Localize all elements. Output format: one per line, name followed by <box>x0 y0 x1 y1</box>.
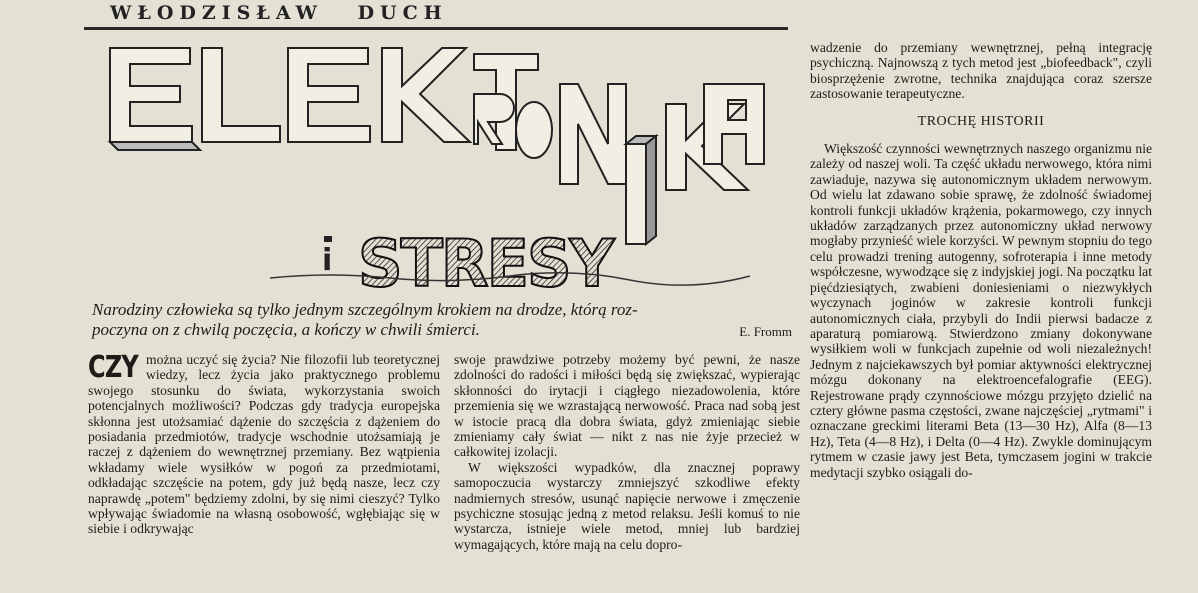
title-word-elektronika <box>110 48 764 244</box>
column-3-paragraph-2: Większość czynności wewnętrznych naszego organizmu nie zależy od naszej woli. Ta część układu nerwowego, która nimi zawiaduje, nazywa się autonomicznym układem nerwowym. Od wielu lat zdawano sobie sprawę, że zdolność świadomej kontroli funkcji układów krążenia, pokarmowego, czy innych układów zarządzanych przez autonomiczny układ nerwowy mogłaby przynieść wiele korzyści. W pewnym stopniu do tego celu prowadzi trening autogenny, sofroterapia i inne metody współczesne, wywodzące się z indyjskiej jogi. Na początku lat pięćdziesiątych, zwabieni doniesieniami o niezwykłych wyczynach joginów w zakresie kontroli funkcji autonomicznych ciała, przybyli do Indii pierwsi badacze z aparaturą pomiarową. Stwierdzono zmiany dokonywane wysiłkiem woli w funkcjach zupełnie od woli niezależnych! Jednym z najciekawszych był pomiar aktywności elektrycznej mózgu dokonany na elektroencefalografie (EEG). Rejestrowane prądy czynnościowe mózgu przyjęto dzielić na cztery główne pasma częstości, zwane najczęściej „rytmami" i oznaczane greckimi literami Beta (13—30 Hz), Alfa (8—13 Hz), Teta (4—8 Hz), i Delta (0—4 Hz). Zwykle dominującym rytmem w czasie jawy jest Beta, tymczasem jogini w trakcie medytacji szybko osiągali do- <box>810 141 1152 480</box>
motto-author: E. Fromm <box>739 324 792 339</box>
title-artwork <box>90 34 790 294</box>
author-rule <box>84 27 788 30</box>
column-2-paragraph-1: swoje prawdziwe potrzeby możemy być pewni, że nasze zdolności do radości i miłości będą się zwiększać, wypierając skłonności do irytacji i ciągłego niezadowolenia, które przemienia się we wzrastającą nerwowość. Praca nad sobą jest w istocie pracą dla dobra świata, gdyż zmieniając siebie zmieniamy cały świat — nikt z nas nie żyje przecież w całkowitej izolacji. <box>454 352 800 460</box>
column-2-paragraph-2: W większości wypadków, dla znacznej poprawy samopoczucia wystarczy zmniejszyć szkodliwe efekty nadmiernych stresów, usunąć napięcie nerwowe i zmęczenie psychiczne stosując jedną z metod relaksu. Jeśli komuś to nie wystarcza, istnieje wiele metod, mniej lub bardziej wymagających, które mają na celu dopro- <box>454 459 800 552</box>
article-column-3 <box>810 40 1152 480</box>
article-column-2 <box>454 352 800 552</box>
title-word-stresy <box>270 226 750 294</box>
section-subheading: TROCHĘ HISTORII <box>917 113 1045 129</box>
title-stresy-text: STRESY <box>358 225 613 294</box>
motto-line-2: poczyna on z chwilą poczęcia, a kończy w chwili śmierci. <box>92 320 480 339</box>
author-name: WŁODZISŁAW DUCH <box>110 2 448 24</box>
motto-line-1: Narodziny człowieka są tylko jednym szczególnym krokiem na drodze, którą roz- <box>92 300 638 319</box>
column-1-paragraph: można uczyć się życia? Nie filozofii lub teoretycznej wiedzy, lecz życia jako praktycznego problemu swojego stosunku do świata, wykorzystania swoich potencjalnych możliwości? Podczas gdy tradycja europejska skłonna jest utożsamiać dążenie do szczęścia z dążeniem do posiadania przedmiotów, tradycje wschodnie utożsamiają je raczej z dążeniem do wewnętrznej przemiany. Bez wątpienia wkładamy wiele wysiłków w pogoń za przedmiotami, odkładając szczęście na potem, gdy już będą nasze, lecz czy naprawdę „potem" będziemy zdolni, by się nimi cieszyć? Tylko wpływając świadomie na własną osobowość, wgłębiając się w siebie i odkrywając <box>88 352 440 537</box>
motto <box>92 300 792 340</box>
title-connector: i <box>322 243 333 278</box>
column-3-paragraph-1: wadzenie do przemiany wewnętrznej, pełną integrację psychiczną. Najnowszą z tych metod jest „biofeedback", czyli biosprzężenie zwrotne, technika znajdująca coraz szersze zastosowanie terapeutyczne. <box>810 40 1152 102</box>
drop-cap: CZY <box>88 350 138 385</box>
article-column-1 <box>88 352 440 537</box>
